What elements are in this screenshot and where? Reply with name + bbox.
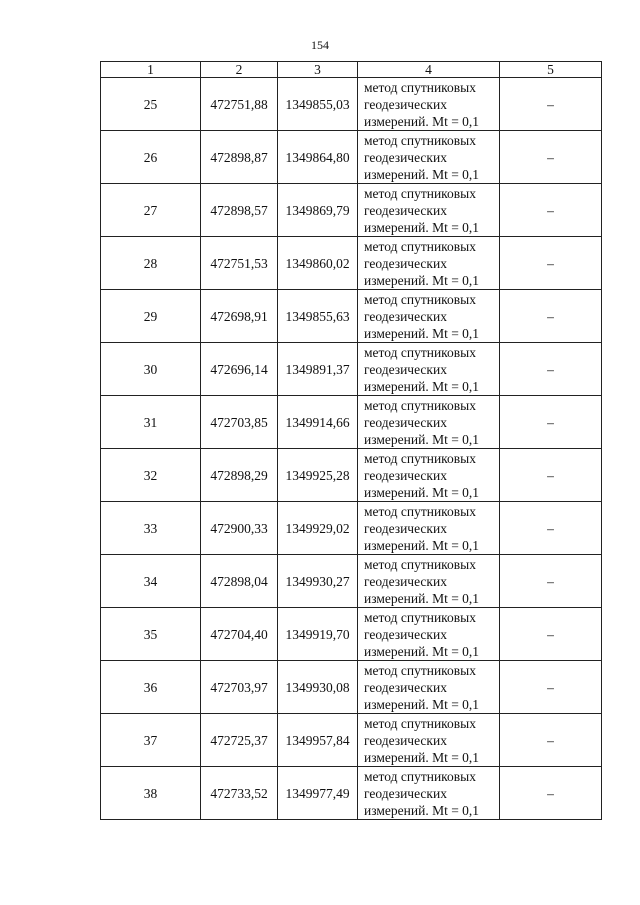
point-number-cell: 34 <box>101 555 201 608</box>
method-text-line: метод спутниковых <box>364 556 476 572</box>
point-number-cell: 31 <box>101 396 201 449</box>
method-text-line: геодезических <box>364 361 447 377</box>
method-cell <box>358 131 500 184</box>
method-text-line: измерений. Mt = 0,1 <box>364 749 480 765</box>
y-coordinate-cell: 1349855,03 <box>278 78 358 131</box>
column-header: 5 <box>500 62 602 78</box>
table-row <box>101 449 602 502</box>
method-text-line: геодезических <box>364 467 447 483</box>
note-cell: – <box>500 608 602 661</box>
method-text-line: метод спутниковых <box>364 503 476 519</box>
note-cell: – <box>500 290 602 343</box>
method-cell <box>358 502 500 555</box>
x-coordinate-cell: 472751,53 <box>201 237 278 290</box>
method-text-line: геодезических <box>364 149 447 165</box>
method-text-line: метод спутниковых <box>364 238 476 254</box>
note-cell: – <box>500 184 602 237</box>
method-text-line: геодезических <box>364 520 447 536</box>
method-text-line: метод спутниковых <box>364 185 476 201</box>
y-coordinate-cell: 1349957,84 <box>278 714 358 767</box>
table-row <box>101 661 602 714</box>
x-coordinate-cell: 472698,91 <box>201 290 278 343</box>
y-coordinate-cell: 1349860,02 <box>278 237 358 290</box>
note-cell: – <box>500 714 602 767</box>
method-cell <box>358 290 500 343</box>
method-text-line: измерений. Mt = 0,1 <box>364 696 480 712</box>
note-cell: – <box>500 396 602 449</box>
table-row <box>101 343 602 396</box>
table-row <box>101 184 602 237</box>
x-coordinate-cell: 472703,85 <box>201 396 278 449</box>
table-row <box>101 290 602 343</box>
x-coordinate-cell: 472898,29 <box>201 449 278 502</box>
x-coordinate-cell: 472733,52 <box>201 767 278 820</box>
method-text-line: метод спутниковых <box>364 344 476 360</box>
method-text-line: метод спутниковых <box>364 609 476 625</box>
x-coordinate-cell: 472696,14 <box>201 343 278 396</box>
method-text-line: измерений. Mt = 0,1 <box>364 802 480 818</box>
x-coordinate-cell: 472751,88 <box>201 78 278 131</box>
method-cell <box>358 396 500 449</box>
point-number-cell: 28 <box>101 237 201 290</box>
note-cell: – <box>500 131 602 184</box>
method-text-line: метод спутниковых <box>364 79 476 95</box>
point-number-cell: 30 <box>101 343 201 396</box>
x-coordinate-cell: 472703,97 <box>201 661 278 714</box>
point-number-cell: 25 <box>101 78 201 131</box>
table-row <box>101 78 602 131</box>
method-text-line: измерений. Mt = 0,1 <box>364 272 480 288</box>
table-row <box>101 608 602 661</box>
point-number-cell: 32 <box>101 449 201 502</box>
method-text-line: измерений. Mt = 0,1 <box>364 484 480 500</box>
note-cell: – <box>500 78 602 131</box>
method-text-line: измерений. Mt = 0,1 <box>364 590 480 606</box>
table-row <box>101 502 602 555</box>
page-number: 154 <box>311 38 329 52</box>
y-coordinate-cell: 1349869,79 <box>278 184 358 237</box>
method-cell <box>358 661 500 714</box>
table-row <box>101 714 602 767</box>
table-row <box>101 767 602 820</box>
y-coordinate-cell: 1349930,27 <box>278 555 358 608</box>
method-text-line: измерений. Mt = 0,1 <box>364 219 480 235</box>
method-text-line: метод спутниковых <box>364 662 476 678</box>
x-coordinate-cell: 472725,37 <box>201 714 278 767</box>
method-text-line: геодезических <box>364 732 447 748</box>
y-coordinate-cell: 1349891,37 <box>278 343 358 396</box>
method-cell <box>358 237 500 290</box>
method-text-line: метод спутниковых <box>364 397 476 413</box>
y-coordinate-cell: 1349919,70 <box>278 608 358 661</box>
method-text-line: измерений. Mt = 0,1 <box>364 325 480 341</box>
method-text-line: геодезических <box>364 202 447 218</box>
method-text-line: геодезических <box>364 679 447 695</box>
note-cell: – <box>500 661 602 714</box>
method-text-line: измерений. Mt = 0,1 <box>364 431 480 447</box>
method-text-line: геодезических <box>364 626 447 642</box>
x-coordinate-cell: 472898,57 <box>201 184 278 237</box>
point-number-cell: 36 <box>101 661 201 714</box>
method-text-line: измерений. Mt = 0,1 <box>364 643 480 659</box>
y-coordinate-cell: 1349914,66 <box>278 396 358 449</box>
column-header: 3 <box>278 62 358 78</box>
note-cell: – <box>500 237 602 290</box>
y-coordinate-cell: 1349864,80 <box>278 131 358 184</box>
method-text-line: измерений. Mt = 0,1 <box>364 113 480 129</box>
point-number-cell: 38 <box>101 767 201 820</box>
table-header-row <box>101 62 602 78</box>
method-cell <box>358 767 500 820</box>
note-cell: – <box>500 449 602 502</box>
method-text-line: измерений. Mt = 0,1 <box>364 166 480 182</box>
note-cell: – <box>500 555 602 608</box>
method-text-line: метод спутниковых <box>364 715 476 731</box>
point-number-cell: 33 <box>101 502 201 555</box>
column-header: 1 <box>101 62 201 78</box>
x-coordinate-cell: 472898,87 <box>201 131 278 184</box>
method-text-line: измерений. Mt = 0,1 <box>364 537 480 553</box>
point-number-cell: 37 <box>101 714 201 767</box>
method-text-line: геодезических <box>364 96 447 112</box>
method-text-line: геодезических <box>364 414 447 430</box>
y-coordinate-cell: 1349929,02 <box>278 502 358 555</box>
column-header: 4 <box>358 62 500 78</box>
method-cell <box>358 184 500 237</box>
y-coordinate-cell: 1349930,08 <box>278 661 358 714</box>
y-coordinate-cell: 1349925,28 <box>278 449 358 502</box>
table-row <box>101 555 602 608</box>
method-text-line: геодезических <box>364 308 447 324</box>
method-cell <box>358 714 500 767</box>
method-cell <box>358 449 500 502</box>
point-number-cell: 27 <box>101 184 201 237</box>
point-number-cell: 35 <box>101 608 201 661</box>
note-cell: – <box>500 502 602 555</box>
x-coordinate-cell: 472704,40 <box>201 608 278 661</box>
method-cell <box>358 608 500 661</box>
method-text-line: метод спутниковых <box>364 450 476 466</box>
method-text-line: метод спутниковых <box>364 132 476 148</box>
method-text-line: метод спутниковых <box>364 291 476 307</box>
x-coordinate-cell: 472900,33 <box>201 502 278 555</box>
table-row <box>101 237 602 290</box>
x-coordinate-cell: 472898,04 <box>201 555 278 608</box>
point-number-cell: 26 <box>101 131 201 184</box>
point-number-cell: 29 <box>101 290 201 343</box>
method-cell <box>358 78 500 131</box>
table-body <box>101 62 602 820</box>
method-text-line: геодезических <box>364 255 447 271</box>
table-row <box>101 131 602 184</box>
method-cell <box>358 555 500 608</box>
coordinates-table <box>100 61 602 820</box>
table-row <box>101 396 602 449</box>
method-text-line: геодезических <box>364 573 447 589</box>
note-cell: – <box>500 343 602 396</box>
y-coordinate-cell: 1349977,49 <box>278 767 358 820</box>
method-text-line: измерений. Mt = 0,1 <box>364 378 480 394</box>
method-cell <box>358 343 500 396</box>
note-cell: – <box>500 767 602 820</box>
method-text-line: геодезических <box>364 785 447 801</box>
y-coordinate-cell: 1349855,63 <box>278 290 358 343</box>
method-text-line: метод спутниковых <box>364 768 476 784</box>
column-header: 2 <box>201 62 278 78</box>
